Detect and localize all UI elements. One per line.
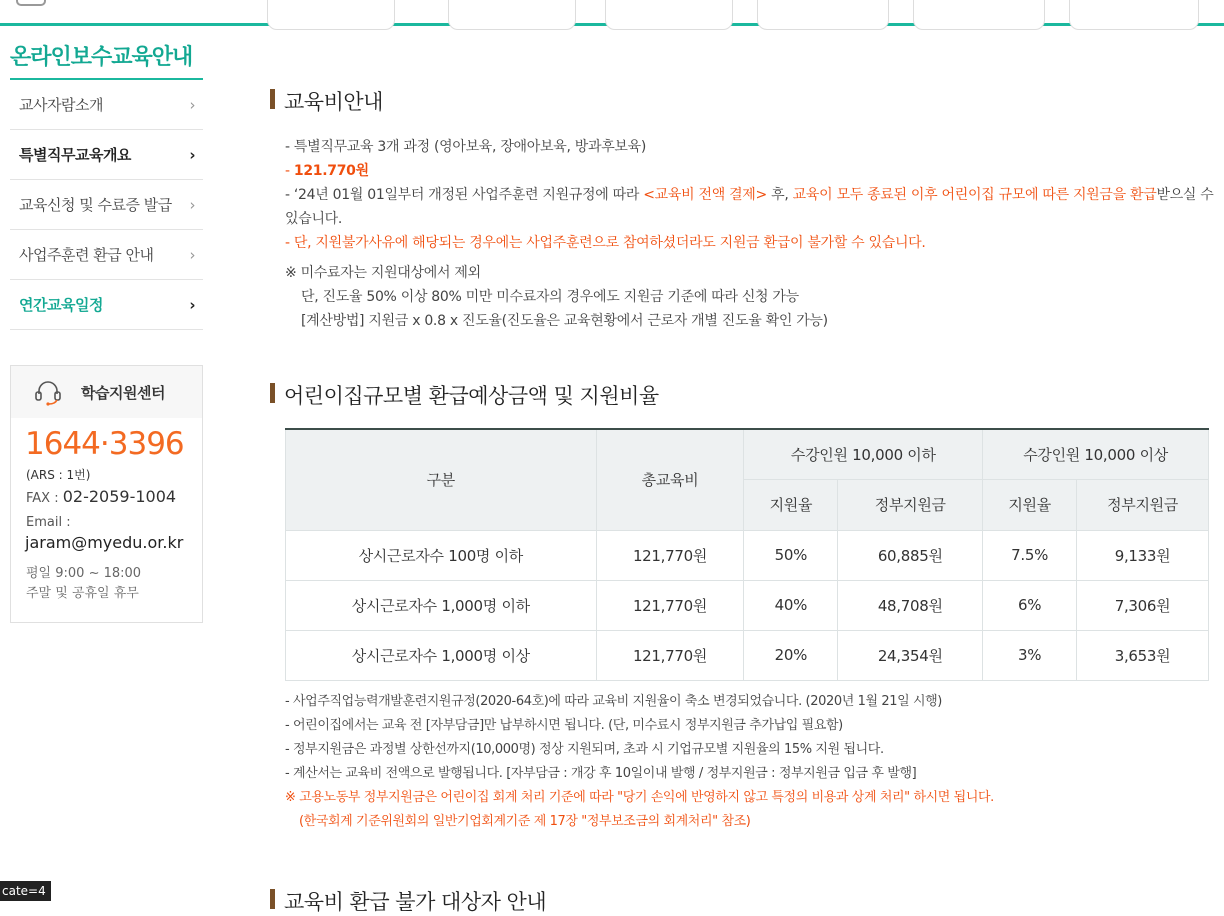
support-phone[interactable]: 1644·3396	[25, 426, 184, 462]
hours-weekend: 주말 및 공휴일 휴무	[26, 586, 139, 601]
refund-note: - 어린이집에서는 교육 전 [자부담금]만 납부하시면 됩니다. (단, 미수료시 정부지원금 추가납입 필요함)	[285, 718, 843, 733]
chevron-right-icon: ›	[189, 296, 195, 314]
logo-icon[interactable]	[16, 0, 46, 6]
sidebar-title: 온라인보수교육안내	[10, 40, 203, 80]
th-group-under: 수강인원 10,000 이하	[744, 429, 983, 480]
sidebar-item-label: 특별직무교육개요	[19, 146, 131, 164]
cell-rate: 40%	[744, 580, 838, 630]
fee-line-warning: - 단, 지원불가사유에 해당되는 경우에는 사업주훈련으로 참여하셨더라도 지원금 환급이 불가할 수 있습니다.	[285, 235, 926, 251]
cell-gov: 9,133원	[1077, 530, 1209, 580]
cell-category: 상시근로자수 1,000명 이상	[286, 630, 597, 680]
support-header	[11, 366, 202, 418]
support-email[interactable]: jaram@myedu.or.kr	[25, 533, 184, 552]
refund-warning-ref: (한국회계 기준위원회의 일반기업회계기준 제 17장 "정부보조금의 회계처리" 참조)	[299, 814, 751, 829]
top-tab[interactable]	[267, 0, 395, 30]
sidebar-item-annual-schedule[interactable]	[10, 280, 203, 330]
sidebar-item-label: 사업주훈련 환급 안내	[19, 246, 154, 264]
fax-number: 02-2059-1004	[62, 487, 177, 506]
top-header	[0, 0, 1224, 26]
cell-gov: 48,708원	[838, 580, 983, 630]
policy-highlight: <교육비 전액 결제>	[643, 187, 767, 203]
cell-rate: 50%	[744, 530, 838, 580]
th-group-over: 수강인원 10,000 이상	[983, 429, 1209, 480]
refund-warning: ※ 고용노동부 정부지원금은 어린이집 회계 처리 기준에 따라 "당기 손익에 반영하지 않고 특정의 비용과 상계 처리" 하시면 됩니다.	[285, 790, 994, 805]
th-gov: 정부지원금	[1077, 480, 1209, 531]
top-tab[interactable]	[605, 0, 733, 30]
support-title: 학습지원센터	[81, 384, 165, 402]
price-prefix: -	[285, 163, 294, 179]
policy-highlight: 교육이 모두 종료된 이후 어린이집 규모에 따른 지원금을 환급	[792, 187, 1157, 203]
cell-total: 121,770원	[596, 580, 744, 630]
price-value: 121.770원	[293, 163, 369, 179]
refund-note: - 사업주직업능력개발훈련지원규정(2020-64호)에 따라 교육비 지원율이 축소 변경되었습니다. (2020년 1월 21일 시행)	[285, 694, 942, 709]
th-total: 총교육비	[596, 429, 744, 530]
cell-category: 상시근로자수 1,000명 이하	[286, 580, 597, 630]
fee-line-price	[285, 159, 1215, 183]
note-calculation: [계산방법] 지원금 x 0.8 x 진도율(진도율은 교육현황에서 근로자 개별 진도율 확인 가능)	[301, 313, 828, 329]
cell-gov: 60,885원	[838, 530, 983, 580]
support-hours	[26, 564, 141, 604]
cell-total: 121,770원	[596, 630, 744, 680]
hours-weekday: 평일 9:00 ~ 18:00	[26, 566, 142, 581]
fax-label: FAX :	[26, 491, 63, 506]
cell-rate: 7.5%	[983, 530, 1077, 580]
policy-text: - ‘24년 01월 01일부터 개정된 사업주훈련 지원규정에 따라	[285, 187, 644, 203]
top-tab[interactable]	[757, 0, 889, 30]
chevron-right-icon: ›	[189, 196, 195, 214]
top-tab[interactable]	[913, 0, 1045, 30]
refund-note: - 계산서는 교육비 전액으로 발행됩니다. [자부담금 : 개강 후 10일이내 발행 / 정부지원금 : 정부지원금 입금 후 발행]	[285, 766, 917, 781]
logo-mark[interactable]	[58, 0, 208, 2]
sidebar-item-teacher-intro[interactable]	[10, 80, 203, 130]
cell-category: 상시근로자수 100명 이하	[286, 530, 597, 580]
fee-note	[285, 261, 1215, 333]
th-rate: 지원율	[744, 480, 838, 531]
th-rate: 지원율	[983, 480, 1077, 531]
chevron-right-icon: ›	[189, 96, 195, 114]
support-ars: (ARS : 1번)	[26, 468, 91, 482]
table-row	[286, 530, 1209, 580]
section-title-fee: 교육비안내	[270, 86, 383, 116]
refund-note: - 정부지원금은 과정별 상한선까지(10,000명) 정상 지원되며, 초과 시 기업규모별 지원율의 15% 지원 됩니다.	[285, 742, 884, 757]
sidebar-item-special-course[interactable]	[10, 130, 203, 180]
support-fax	[26, 487, 176, 506]
cell-gov: 3,653원	[1077, 630, 1209, 680]
top-tab[interactable]	[448, 0, 576, 30]
cell-gov: 7,306원	[1077, 580, 1209, 630]
sidebar-item-refund-guide[interactable]	[10, 230, 203, 280]
policy-text: 후,	[766, 187, 793, 203]
fee-line-courses: - 특별직무교육 3개 과정 (영아보육, 장애아보육, 방과후보육)	[285, 139, 647, 155]
cell-total: 121,770원	[596, 530, 744, 580]
cell-rate: 3%	[983, 630, 1077, 680]
sidebar-item-label: 연간교육일정	[19, 296, 103, 314]
headset-icon	[33, 377, 63, 407]
note-exclusion: ※ 미수료자는 지원대상에서 제외	[285, 265, 481, 281]
fee-line-policy	[285, 183, 1215, 231]
sidebar-item-label: 교사자람소개	[19, 96, 103, 114]
section-title-nonrefund: 교육비 환급 불가 대상자 안내	[270, 886, 546, 916]
sidebar-item-label: 교육신청 및 수료증 발급	[19, 196, 172, 214]
note-condition: 단, 진도율 50% 이상 80% 미만 미수료자의 경우에도 지원금 기준에 따라 신청 가능	[301, 289, 799, 305]
top-tab[interactable]	[1069, 0, 1199, 30]
cell-gov: 24,354원	[838, 630, 983, 680]
table-row	[286, 580, 1209, 630]
cell-rate: 6%	[983, 580, 1077, 630]
refund-table	[285, 428, 1209, 681]
debug-badge: cate=4	[0, 881, 51, 901]
chevron-right-icon: ›	[189, 246, 195, 264]
th-category: 구분	[286, 429, 597, 530]
refund-notes	[285, 690, 1215, 834]
sidebar-menu	[10, 80, 203, 330]
th-gov: 정부지원금	[838, 480, 983, 531]
section-title-refund: 어린이집규모별 환급예상금액 및 지원비율	[270, 380, 659, 410]
policy-text: 받으실 수 있습니다.	[285, 187, 1214, 227]
support-center-box	[10, 365, 203, 623]
email-label: Email :	[26, 515, 71, 530]
sidebar-item-apply-certificate[interactable]	[10, 180, 203, 230]
table-row	[286, 630, 1209, 680]
chevron-right-icon: ›	[189, 146, 195, 164]
cell-rate: 20%	[744, 630, 838, 680]
fee-info	[285, 135, 1215, 255]
